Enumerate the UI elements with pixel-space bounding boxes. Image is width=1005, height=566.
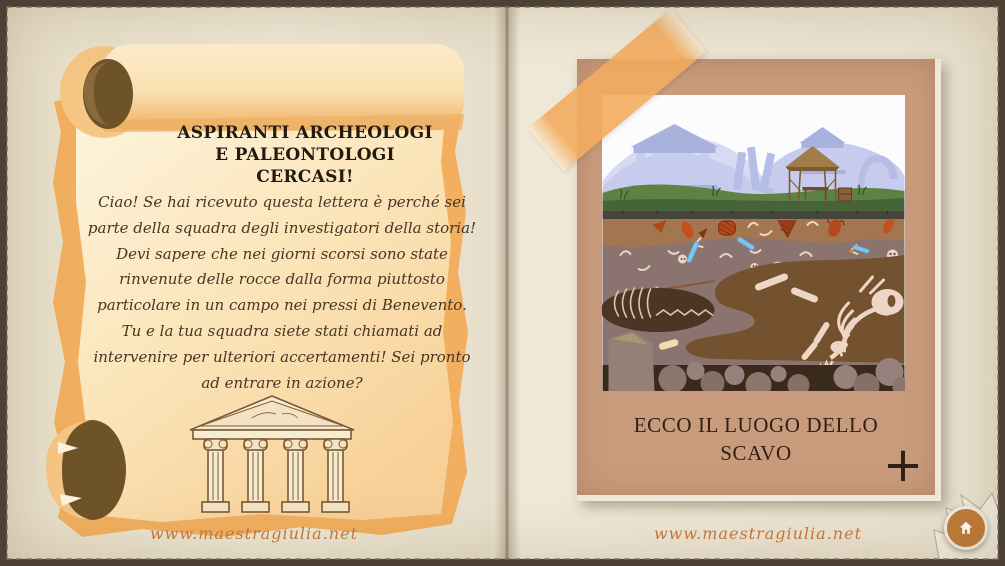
zoom-plus-button[interactable]: + — [882, 437, 924, 493]
letter-title: ASPIRANTI ARCHEOLOGI E PALEONTOLOGI CERCASI! — [177, 123, 433, 188]
polaroid-frame — [577, 59, 935, 495]
temple-illustration — [186, 390, 358, 518]
photo-caption: ECCO IL LUOGO DELLO SCAVO — [633, 413, 879, 466]
excavation-illustration — [602, 95, 905, 391]
website-url-right: www.maestragiulia.net — [653, 524, 862, 543]
excavation-site-photo — [602, 95, 905, 391]
ruined-columns — [733, 147, 775, 195]
home-icon — [956, 518, 976, 538]
letter-body-text: Ciao! Se hai ricevuto questa lettera è perché sei parte della squadra degli investigatori della storia! Devi sapere che nei giorni scorsi sono state rinvenute delle rocce dalla forma piuttosto particolare in un campo nei pressi di Benevento. Tu e la tua squadra siete stati chiamati ad intervenire per ulteriori accertamenti! Sei pronto ad entrare in azione? — [87, 193, 477, 392]
website-url-left: www.maestragiulia.net — [149, 524, 358, 543]
fossil-pit-left — [602, 288, 715, 332]
home-button[interactable] — [944, 506, 988, 550]
polaroid-backing — [577, 59, 941, 501]
book-spine — [494, 0, 520, 566]
